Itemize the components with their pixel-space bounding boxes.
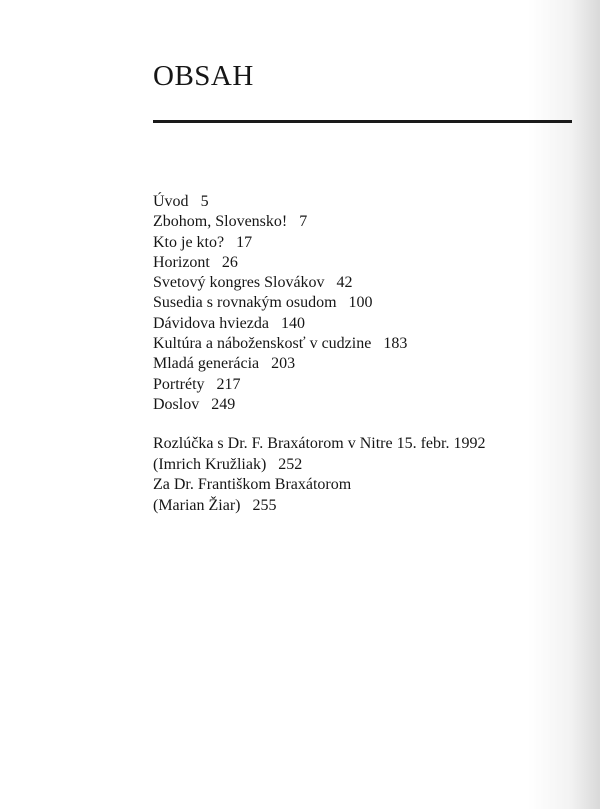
toc-entry: [153, 192, 407, 212]
toc-entry: [153, 212, 407, 232]
toc-entry-title: Horizont: [153, 253, 210, 271]
appendix-entries: [153, 434, 485, 516]
toc-entry: [153, 395, 407, 415]
toc-entry: [153, 375, 407, 395]
toc-entry-title: Portréty: [153, 375, 205, 393]
toc-entry-page: 217: [216, 375, 241, 393]
toc-entry: [153, 354, 407, 374]
toc-entry: [153, 314, 407, 334]
toc-entry-page: 140: [280, 314, 305, 332]
toc-entry-page: 203: [271, 355, 296, 373]
toc-entry-page: 5: [200, 193, 209, 210]
toc-entry-title: Zbohom, Slovensko!: [153, 213, 288, 231]
table-of-contents: [153, 192, 407, 415]
toc-entry-title: Mladá generácia: [153, 355, 260, 373]
appendix-entry-page: 255: [252, 496, 277, 514]
toc-entry-title: Doslov: [153, 395, 200, 413]
toc-entry: [153, 334, 407, 354]
toc-entry-page: 42: [336, 274, 353, 292]
appendix-entry-author: (Imrich Kružliak): [153, 455, 267, 473]
toc-entry-title: Susedia s rovnakým osudom: [153, 294, 337, 312]
toc-entry-title: Kto je kto?: [153, 233, 225, 251]
toc-entry: [153, 293, 407, 313]
toc-entry: [153, 273, 407, 293]
toc-entry-title: Dávidova hviezda: [153, 314, 269, 332]
toc-entry: [153, 253, 407, 273]
toc-entry-title: Kultúra a náboženskosť v cudzine: [153, 335, 372, 353]
toc-entry-page: 7: [299, 213, 308, 231]
title-rule: [153, 120, 572, 123]
page-title: OBSAH: [153, 60, 254, 92]
toc-entry-page: 100: [348, 294, 373, 312]
appendix-entry-title: Rozlúčka s Dr. F. Braxátorom v Nitre 15. febr. 1992: [153, 435, 486, 452]
toc-entry-page: 183: [383, 335, 408, 353]
toc-entry-title: Svetový kongres Slovákov: [153, 274, 325, 292]
toc-entry-page: 26: [221, 253, 238, 271]
appendix-entry-author-line: [153, 455, 485, 476]
appendix-entry-page: 252: [278, 455, 303, 473]
toc-entry-page: 17: [236, 233, 253, 251]
toc-entry-page: 249: [211, 395, 236, 413]
appendix-entry-title: Za Dr. Františkom Braxátorom: [153, 476, 352, 493]
appendix-entry-author: (Marian Žiar): [153, 496, 241, 514]
toc-entry: [153, 233, 407, 253]
appendix-entry-author-line: [153, 496, 485, 517]
toc-entry-title: Úvod: [153, 193, 189, 210]
